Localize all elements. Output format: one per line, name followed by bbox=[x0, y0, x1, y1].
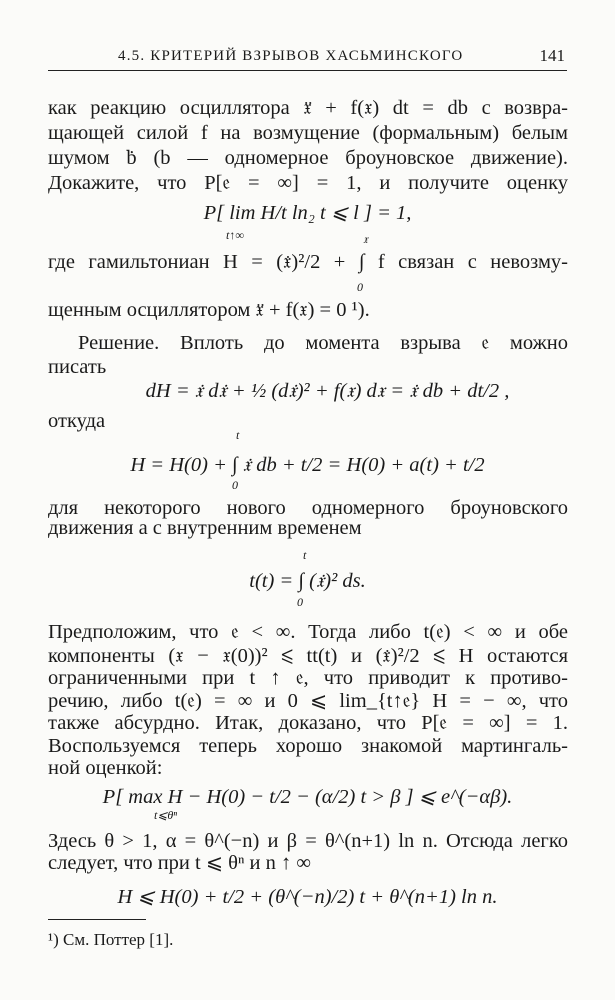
text-line: движения a с внутренним временем bbox=[48, 517, 362, 539]
integral-upper-limit: t bbox=[236, 428, 240, 442]
integral-lower-limit: 0 bbox=[232, 478, 238, 492]
text-line: откуда bbox=[48, 410, 106, 432]
integral-lower-limit: 0 bbox=[297, 595, 303, 609]
text-line: ограниченными при t ↑ 𝔢, что приводит к противо- bbox=[48, 667, 568, 689]
formula-limsup: P[ lim H/t ln₂ t ⩽ l ] = 1, bbox=[203, 202, 412, 224]
text-line: шумом ḃ (b — одномерное броуновское движение). bbox=[48, 147, 568, 169]
formula-limsup-subscript: t↑∞ bbox=[226, 228, 244, 242]
formula-dH: dH = 𝔵̇ d𝔵̇ + ½ (d𝔵̇)² + f(𝔵) d𝔵 = 𝔵̇ db + dt/2 , bbox=[145, 380, 510, 402]
text-line: щающей силой f на возмущение (формальным) белым bbox=[48, 122, 568, 144]
integral-lower-limit: 0 bbox=[357, 280, 363, 294]
text-line: также абсурдно. Итак, доказано, что P[𝔢 = ∞] = 1. bbox=[48, 712, 568, 734]
running-header bbox=[48, 44, 567, 71]
text-line: Здесь θ > 1, α = θ^(−n) и β = θ^(n+1) ln n. Отсюда легко bbox=[48, 830, 568, 852]
formula-martingale-estimate: P[ max H − H(0) − t/2 − (α/2) t > β ] ⩽ e^(−αβ). bbox=[102, 786, 513, 808]
text-line: Воспользуемся теперь хорошо знакомой мартингаль- bbox=[48, 735, 568, 757]
text-line: компоненты (𝔵 − 𝔵(0))² ⩽ tt(t) и (𝔵̇)²/2 ⩽ H остаются bbox=[48, 645, 568, 667]
formula-time-change: t(t) = ∫ (𝔵̇)² ds. bbox=[249, 570, 366, 592]
integral-upper-limit: 𝔵 bbox=[363, 232, 368, 246]
text-line: Предположим, что 𝔢 < ∞. Тогда либо t(𝔢) < ∞ и обе bbox=[48, 621, 568, 643]
text-line: речию, либо t(𝔢) = ∞ и 0 ⩽ lim_{t↑𝔢} H = − ∞, что bbox=[48, 690, 568, 712]
text-line: следует, что при t ⩽ θⁿ и n ↑ ∞ bbox=[48, 852, 312, 874]
text-line: ной оценкой: bbox=[48, 757, 163, 779]
text-line: как реакцию осциллятора 𝔵̈ + f(𝔵) dt = db с возвра- bbox=[48, 97, 568, 119]
text-line: Докажите, что P[𝔢 = ∞] = 1, и получите оценку bbox=[48, 172, 568, 194]
page-number: 141 bbox=[539, 46, 565, 65]
footnote: ¹) См. Поттер [1]. bbox=[48, 930, 174, 949]
solution-heading-line: Решение. Вплоть до момента взрыва 𝔢 можно bbox=[78, 332, 568, 354]
formula-H-bound: H ⩽ H(0) + t/2 + (θ^(−n)/2) t + θ^(n+1) ln n. bbox=[117, 886, 498, 908]
formula-H: H = H(0) + ∫ 𝔵̇ db + t/2 = H(0) + a(t) + t/2 bbox=[130, 454, 485, 476]
text-line: для некоторого нового одномерного броуновского bbox=[48, 497, 568, 519]
text-line: щенным осциллятором 𝔵̈ + f(𝔵) = 0 ¹). bbox=[48, 299, 370, 321]
text-line: где гамильтониан H = (𝔵̇)²/2 + ∫ f связан с невозму- bbox=[48, 251, 568, 273]
formula-max-subscript: t⩽θⁿ bbox=[154, 808, 178, 822]
text-line: писать bbox=[48, 356, 107, 378]
integral-upper-limit: t bbox=[303, 548, 307, 562]
footnote-rule bbox=[48, 919, 146, 920]
running-title: 4.5. КРИТЕРИЙ ВЗРЫВОВ ХАСЬМИНСКОГО bbox=[118, 48, 464, 64]
